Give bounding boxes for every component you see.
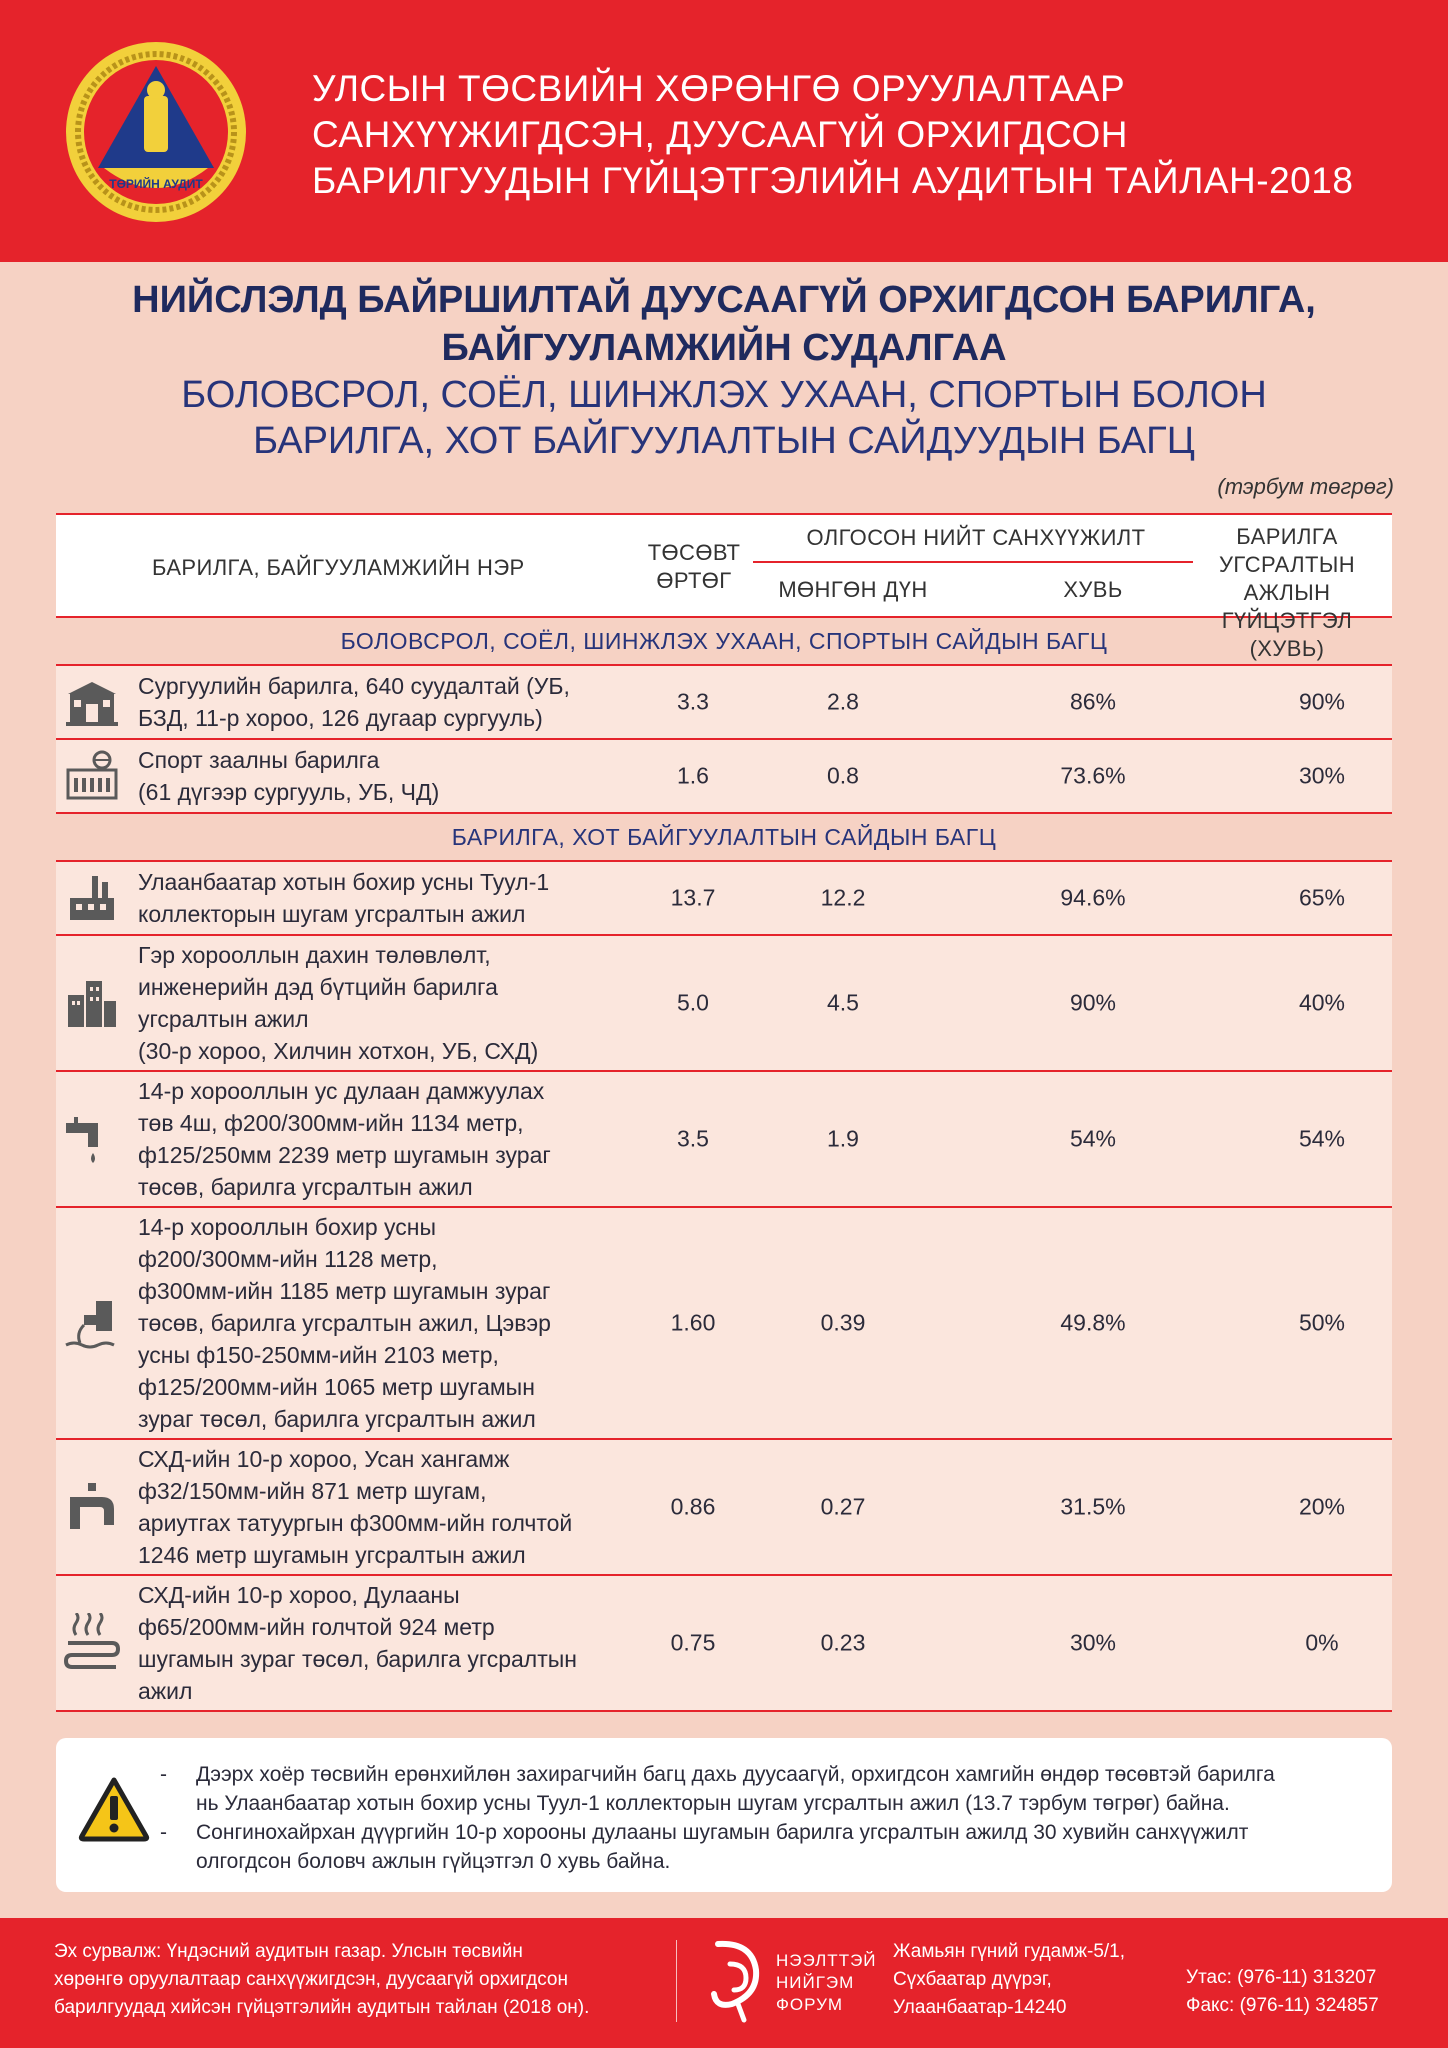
header-progress-line: БАРИЛГА — [1236, 524, 1338, 549]
row-name-line: төсөв, барилга угсралтын ажил, Цэвэр — [138, 1310, 551, 1336]
header-budget-line: ТӨСӨВТ — [647, 540, 741, 565]
row-budget: 3.3 — [677, 688, 709, 715]
state-audit-logo — [64, 40, 248, 224]
note-line: олгогдсон боловч ажлын гүйцэтгэл 0 хувь байна. — [196, 1850, 671, 1873]
row-name-line: ариутгах татуургын ф300мм-ийн голчтой — [138, 1510, 573, 1536]
row-budget: 3.5 — [677, 1125, 709, 1152]
report-title-line: УЛСЫН ТӨСВИЙН ХӨРӨНГӨ ОРУУЛАЛТААР — [312, 68, 1126, 109]
audit-table — [56, 513, 1392, 1712]
address-line: Улаанбаатар-14240 — [893, 1997, 1067, 2018]
phone-number: Утас: (976-11) 313207 — [1186, 1967, 1377, 1988]
school-building-icon — [62, 672, 122, 732]
row-name-line: ф32/150мм-ийн 871 метр шугам, — [138, 1478, 487, 1504]
main-title-line: БАЙГУУЛАМЖИЙН СУДАЛГАА — [441, 327, 1007, 369]
header-progress — [1182, 523, 1392, 663]
row-name — [138, 939, 678, 1067]
row-name-line: СХД-ийн 10-р хороо, Усан хангамж — [138, 1446, 510, 1472]
main-title-line: НИЙСЛЭЛД БАЙРШИЛТАЙ ДУУСААГҮЙ ОРХИГДСОН БАРИЛГА, — [132, 279, 1316, 321]
row-amount: 2.8 — [827, 688, 859, 715]
row-percent: 86% — [1069, 688, 1117, 715]
row-percent: 31.5% — [1060, 1493, 1126, 1520]
report-title-line: БАРИЛГУУДЫН ГҮЙЦЭТГЭЛИЙН АУДИТЫН ТАЙЛАН-2018 — [312, 160, 1354, 201]
row-percent: 49.8% — [1060, 1309, 1126, 1336]
sports-hall-icon — [62, 746, 122, 806]
row-amount: 0.8 — [827, 762, 859, 789]
bullet-dash: - — [160, 1763, 167, 1786]
table-row — [56, 1440, 1392, 1576]
header-funding: ОЛГОСОН НИЙТ САНХҮҮЖИЛТ — [806, 525, 1146, 550]
note-line: нь Улаанбаатар хотын бохир усны Туул-1 коллекторын шугам угсралтын ажил (13.7 тэрбум төгрөг) байна. — [196, 1792, 1230, 1815]
sub-title-line: БАРИЛГА, ХОТ БАЙГУУЛАЛТЫН САЙДУУДЫН БАГЦ — [253, 420, 1195, 462]
warning-icon — [78, 1776, 150, 1842]
table-row — [56, 1072, 1392, 1208]
row-name-line: БЗД, 11-р хороо, 126 дугаар сургууль) — [138, 705, 543, 731]
row-budget: 0.86 — [670, 1493, 716, 1520]
header-amount: МӨНГӨН ДҮН — [778, 577, 928, 602]
header-budget — [634, 539, 754, 595]
table-row — [56, 862, 1392, 936]
row-name-line: (61 дүгээр сургууль, УБ, ЧД) — [138, 779, 440, 805]
water-tap-icon — [62, 1477, 122, 1537]
note-item — [160, 1818, 1370, 1876]
unit-note: (тэрбум төгрөг) — [1217, 474, 1394, 499]
row-name — [138, 1579, 678, 1707]
row-percent: 73.6% — [1060, 762, 1126, 789]
row-progress: 30% — [1298, 762, 1346, 789]
row-name-line: Улаанбаатар хотын бохир усны Туул-1 — [138, 869, 550, 895]
row-name-line: Гэр хорооллын дахин төлөвлөлт, — [138, 942, 491, 968]
row-name — [138, 866, 678, 930]
row-progress: 54% — [1298, 1125, 1346, 1152]
row-percent: 94.6% — [1060, 884, 1126, 911]
logo-text: ТӨРИЙН АУДИТ — [109, 177, 203, 191]
report-title-line: САНХҮҮЖИГДСЭН, ДУУСААГҮЙ ОРХИГДСОН — [312, 114, 1129, 155]
row-progress: 90% — [1298, 688, 1346, 715]
row-percent: 54% — [1069, 1125, 1117, 1152]
table-row — [56, 1208, 1392, 1440]
row-amount: 0.27 — [820, 1493, 866, 1520]
row-percent: 30% — [1069, 1629, 1117, 1656]
forum-name-line: НЭЭЛТТЭЙ — [776, 1951, 877, 1970]
footer-contact — [1186, 1964, 1379, 2020]
notes-list — [160, 1760, 1370, 1876]
notes-box — [56, 1738, 1392, 1892]
header-budget-line: ӨРТӨГ — [656, 568, 732, 593]
row-name-line: ф125/250мм 2239 метр шугамын зураг — [138, 1142, 551, 1168]
row-name-line: ф200/300мм-ийн 1128 метр, — [138, 1246, 438, 1272]
row-name-line: (30-р хороо, Хилчин хотхон, УБ, СХД) — [138, 1038, 539, 1064]
note-line: Дээрх хоёр төсвийн ерөнхийлөн захирагчийн багц дахь дуусаагүй, орхигдсон хамгийн өндөр төсөвтэй барилга — [196, 1763, 1275, 1786]
row-progress: 50% — [1298, 1309, 1346, 1336]
row-name-line: усны ф150-250мм-ийн 2103 метр, — [138, 1342, 499, 1368]
row-name-line: коллекторын шугам угсралтын ажил — [138, 901, 526, 927]
source-line: хөрөнгө оруулалтаар санхүүжигдсэн, дуусаагүй орхигдсон — [54, 1969, 568, 1990]
row-name — [138, 1211, 678, 1435]
row-name — [138, 744, 678, 808]
table-row — [56, 936, 1392, 1072]
row-name-line: 1246 метр шугамын угсралтын ажил — [138, 1542, 526, 1568]
footer-address — [893, 1938, 1125, 2022]
factory-icon — [62, 868, 122, 928]
table-row — [56, 666, 1392, 740]
footer — [0, 1918, 1448, 2048]
header-name: БАРИЛГА, БАЙГУУЛАМЖИЙН НЭР — [152, 555, 525, 580]
heating-pipe-icon — [62, 1613, 122, 1673]
row-name-line: шугамын зураг төсөл, барилга угсралтын — [138, 1646, 577, 1672]
row-name-line: ф125/200мм-ийн 1065 метр шугамын — [138, 1374, 535, 1400]
row-name-line: Спорт заалны барилга — [138, 747, 380, 773]
source-line: барилгуудад хийсэн гүйцэтгэлийн аудитын тайлан (2018 он). — [54, 1997, 590, 2018]
pipe-drip-icon — [62, 1109, 122, 1169]
row-name-line: 14-р хорооллын ус дулаан дамжуулах — [138, 1078, 545, 1104]
row-amount: 12.2 — [820, 884, 866, 911]
address-line: Сүхбаатар дүүрэг, — [893, 1969, 1052, 1990]
row-name-line: СХД-ийн 10-р хороо, Дулааны — [138, 1582, 460, 1608]
row-progress: 65% — [1298, 884, 1346, 911]
note-line: Сонгинохайрхан дүүргийн 10-р хорооны дулааны шугамын барилга угсралтын ажилд 30 хувийн санхүүжилт — [196, 1821, 1249, 1844]
row-progress: 0% — [1305, 1629, 1339, 1656]
row-budget: 0.75 — [670, 1629, 716, 1656]
header-progress-line: УГСРАЛТЫН АЖЛЫН — [1219, 552, 1355, 605]
row-budget: 5.0 — [677, 989, 709, 1016]
source-line: Эх сурвалж: Үндэсний аудитын газар. Улсын төсвийн — [54, 1941, 523, 1962]
note-item — [160, 1760, 1370, 1818]
row-budget: 1.60 — [670, 1309, 716, 1336]
forum-name — [776, 1950, 877, 2016]
row-name — [138, 670, 678, 734]
header-progress-line: ГҮЙЦЭТГЭЛ (ХУВЬ) — [1221, 608, 1353, 661]
header-percent: ХУВЬ — [1063, 577, 1123, 602]
row-amount: 1.9 — [827, 1125, 859, 1152]
row-name — [138, 1075, 678, 1203]
row-name-line: ажил — [138, 1678, 193, 1704]
header-banner — [0, 0, 1448, 262]
row-budget: 13.7 — [670, 884, 716, 911]
sewage-outflow-icon — [62, 1293, 122, 1353]
forum-name-line: ФОРУМ — [776, 1995, 844, 2014]
row-amount: 0.23 — [820, 1629, 866, 1656]
footer-divider — [676, 1940, 677, 2022]
table-row — [56, 740, 1392, 814]
main-title — [0, 276, 1448, 372]
row-name-line: Сургуулийн барилга, 640 суудалтай (УБ, — [138, 673, 570, 699]
header-divider — [753, 561, 1193, 563]
row-name — [138, 1443, 678, 1571]
row-name-line: төв 4ш, ф200/300мм-ийн 1134 метр, — [138, 1110, 524, 1136]
footer-source — [54, 1938, 654, 2022]
row-name-line: инженерийн дэд бүтцийн барилга — [138, 974, 498, 1000]
row-percent: 90% — [1069, 989, 1117, 1016]
row-name-line: угсралтын ажил — [138, 1006, 309, 1032]
open-society-forum-logo — [708, 1934, 768, 2024]
row-name-line: төсөв, барилга угсралтын ажил — [138, 1174, 473, 1200]
sub-title-line: БОЛОВСРОЛ, СОЁЛ, ШИНЖЛЭХ УХААН, СПОРТЫН БОЛОН — [181, 374, 1267, 416]
row-amount: 4.5 — [827, 989, 859, 1016]
row-amount: 0.39 — [820, 1309, 866, 1336]
city-buildings-icon — [62, 973, 122, 1033]
fax-number: Факс: (976-11) 324857 — [1186, 1995, 1379, 2016]
bullet-dash: - — [160, 1821, 167, 1844]
address-line: Жамьян гүний гудамж-5/1, — [893, 1941, 1126, 1962]
row-name-line: ф65/200мм-ийн голчтой 924 метр — [138, 1614, 495, 1640]
row-name-line: зураг төсөл, барилга угсралтын ажил — [138, 1406, 536, 1432]
section-title: БАРИЛГА, ХОТ БАЙГУУЛАЛТЫН САЙДЫН БАГЦ — [56, 814, 1392, 862]
row-progress: 40% — [1298, 989, 1346, 1016]
row-progress: 20% — [1298, 1493, 1346, 1520]
row-name-line: ф300мм-ийн 1185 метр шугамын зураг — [138, 1278, 551, 1304]
report-title — [312, 66, 1412, 204]
sub-title — [0, 372, 1448, 464]
table-row — [56, 1576, 1392, 1712]
forum-name-line: НИЙГЭМ — [776, 1973, 855, 1992]
section-title: БОЛОВСРОЛ, СОЁЛ, ШИНЖЛЭХ УХААН, СПОРТЫН САЙДЫН БАГЦ — [56, 618, 1392, 666]
row-name-line: 14-р хорооллын бохир усны — [138, 1214, 437, 1240]
row-budget: 1.6 — [677, 762, 709, 789]
